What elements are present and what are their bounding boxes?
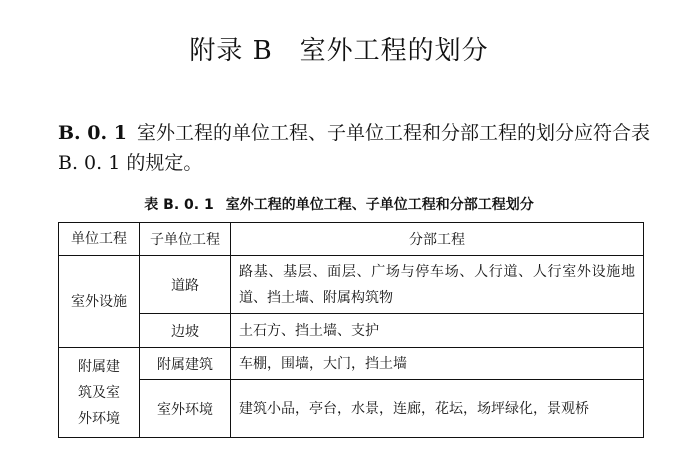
parts-cell: 路基、基层、面层、广场与停车场、人行道、人行室外设施地道、挡土墙、附属构筑物 (231, 256, 644, 314)
clause-paragraph (58, 118, 658, 178)
subunit-cell: 附属建筑 (140, 348, 231, 380)
unit-cell: 室外设施 (59, 256, 140, 348)
subunit-cell: 边坡 (140, 314, 231, 348)
unit-cell-text: 附属建筑及室外环境 (78, 358, 120, 427)
table-row (59, 256, 644, 314)
parts-cell: 建筑小品，亭台，水景，连廊，花坛，场坪绿化，景观桥 (231, 380, 644, 438)
header-parts: 分部工程 (231, 223, 644, 256)
table-row (59, 348, 644, 380)
header-unit: 单位工程 (59, 223, 140, 256)
table-caption (0, 194, 678, 214)
page-title: 附录 B 室外工程的划分 (189, 36, 489, 66)
header-subunit: 子单位工程 (140, 223, 231, 256)
unit-cell (59, 348, 140, 438)
table-caption-number: 表 B. 0. 1 (144, 197, 214, 213)
table-row (59, 314, 644, 348)
division-table (58, 222, 644, 438)
parts-cell: 车棚，围墙，大门，挡土墙 (231, 348, 644, 380)
table-caption-title: 室外工程的单位工程、子单位工程和分部工程划分 (225, 197, 534, 213)
clause-text: 室外工程的单位工程、子单位工程和分部工程的划分应符合表 B. 0. 1 的规定。 (58, 122, 650, 174)
clause-number: B. 0. 1 (58, 122, 127, 144)
subunit-cell: 道路 (140, 256, 231, 314)
parts-cell: 土石方、挡土墙、支护 (231, 314, 644, 348)
table-header-row (59, 223, 644, 256)
subunit-cell: 室外环境 (140, 380, 231, 438)
table-row (59, 380, 644, 438)
